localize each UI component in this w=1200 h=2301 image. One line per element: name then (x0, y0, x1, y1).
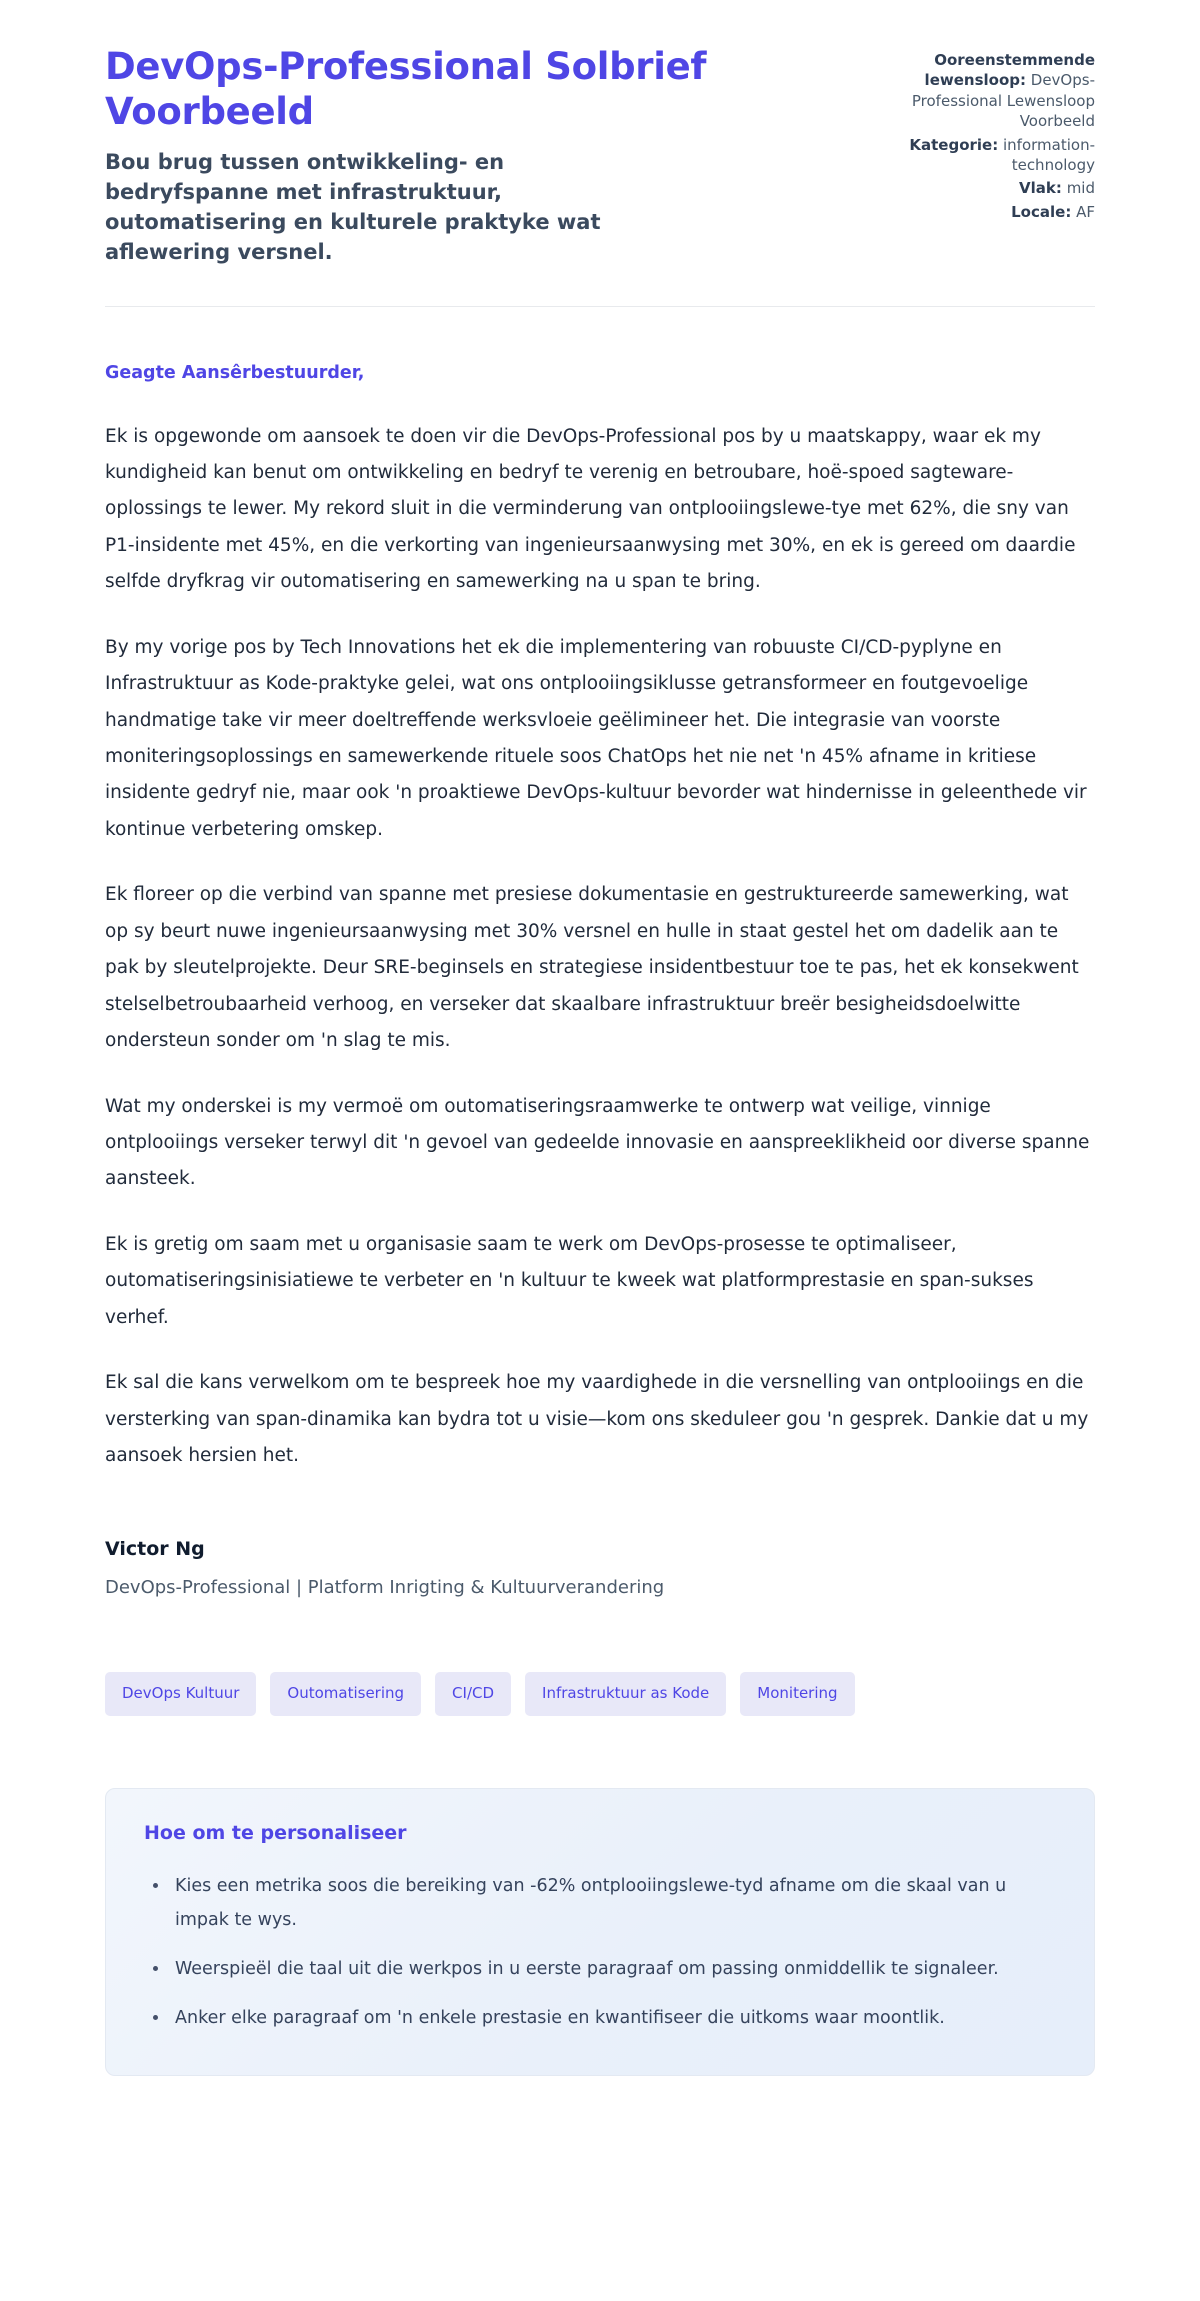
header-title-block (105, 44, 745, 268)
tag-chip-infrastruktuur-as-kode[interactable]: Infrastruktuur as Kode (525, 1672, 726, 1716)
meta-row-locale (890, 202, 1095, 222)
meta-value-level: mid (1066, 179, 1095, 198)
meta-row-category (890, 135, 1095, 176)
letter-paragraph: By my vorige pos by Tech Innovations het ek die implementering van robuuste CI/CD-pyplyne en Infrastruktuur as Kode-praktyke gelei, wat ons ontplooiingsiklusse getransformeer en foutgevoelige handmatige take vir meer doeltreffende werksvloeie geëlimineer het. Die integrasie van voorste moniteringsoplossings en samewerkende rituele soos ChatOps het nie net 'n 45% afname in kritiese insidente gedryf nie, maar ook 'n proaktiewe DevOps-kultuur bevorder wat hindernisse in geleenthede vir kontinue verbetering omskep. (105, 636, 1087, 840)
letter-paragraph: Ek floreer op die verbind van spanne met presiese dokumentasie en gestruktureerde samewerking, wat op sy beurt nuwe ingenieursaanwysing met 30% versnel en hulle in staat gestel het om dadelik aan te pak by sleutelprojekte. Deur SRE-beginsels en strategiese insidentbestuur toe te pas, het ek konsekwent stelselbetroubaarheid verhoog, en verseker dat skaalbare infrastruktuur breër besigheidsdoelwitte ondersteun sonder om 'n slag te mis. (105, 884, 1079, 1052)
personalization-tips-box (105, 1788, 1095, 2077)
signature-role: DevOps-Professional | Platform Inrigting & Kultuurverandering (105, 1577, 665, 1599)
meta-value-matching-resume: DevOps-Professional Lewensloop Voorbeeld (911, 71, 1095, 131)
meta-label-locale: Locale: (1011, 202, 1072, 221)
tag-chip-monitering[interactable]: Monitering (740, 1672, 854, 1716)
page-header (105, 44, 1095, 268)
meta-row-level (890, 178, 1095, 198)
page-title: DevOps-Professional Solbrief Voorbeeld (105, 45, 707, 134)
tips-list (144, 1869, 1056, 2036)
tips-item: • Kies een metrika soos die bereiking van -62% ontplooiingslewe-tyd afname om die skaal van u impak te wys. (170, 1869, 1056, 1937)
signature-name: Victor Ng (105, 1538, 205, 1561)
tips-item: • Weerspieël die taal uit die werkpos in u eerste paragraaf om passing onmiddellik te signaleer. (170, 1952, 1056, 1986)
tag-chip-outomatisering[interactable]: Outomatisering (270, 1672, 421, 1716)
tips-item: • Anker elke paragraaf om 'n enkele prestasie en kwantifiseer die uitkoms waar moontlik. (170, 2001, 1056, 2035)
meta-value-locale: AF (1076, 202, 1095, 221)
meta-block (890, 44, 1095, 225)
tag-list (105, 1672, 1095, 1716)
letter-greeting: Geagte Aansêrbestuurder, (105, 362, 365, 383)
tips-title: Hoe om te personaliseer (144, 1821, 407, 1844)
meta-value-category: information-technology (1003, 135, 1095, 174)
tag-chip-devops-kultuur[interactable]: DevOps Kultuur (105, 1672, 256, 1716)
letter-paragraph: Ek sal die kans verwelkom om te bespreek hoe my vaardighede in die versnelling van ontplooiings en die versterking van span-dinamika kan bydra tot u visie—kom ons skeduleer gou 'n gesprek. Dankie dat u my aansoek hersien het. (105, 1372, 1089, 1466)
page-subtitle: Bou brug tussen ontwikkeling- en bedryfspanne met infrastruktuur, outomatisering en kulturele praktyke wat aflewering versnel. (105, 150, 601, 264)
meta-label-category: Kategorie: (909, 135, 999, 154)
tag-chip-cicd[interactable]: CI/CD (435, 1672, 511, 1716)
letter-paragraph: Ek is gretig om saam met u organisasie saam te werk om DevOps-prosesse te optimaliseer, outomatiseringsinisiatiewe te verbeter en 'n kultuur te kweek wat platformprestasie en span-sukses verhef. (105, 1233, 1034, 1328)
letter-paragraph: Wat my onderskei is my vermoë om outomatiseringsraamwerke te ontwerp wat veilige, vinnige ontplooiings verseker terwyl dit 'n gevoel van gedeelde innovasie en aanspreeklikheid oor diverse spanne aansteek. (105, 1095, 1090, 1190)
meta-label-level: Vlak: (1019, 179, 1062, 198)
letter-body (105, 363, 1095, 1475)
cover-letter-page (105, 0, 1095, 2142)
meta-row-matching-resume (890, 50, 1095, 132)
signature-block (105, 1538, 1095, 1598)
meta-label-matching-resume: Ooreenstemmende lewensloop: (924, 51, 1095, 90)
letter-paragraph: Ek is opgewonde om aansoek te doen vir die DevOps-Professional pos by u maatskappy, waar ek my kundigheid kan benut om ontwikkeling en bedryf te verenig en betroubare, hoë-spoed sagteware-oplossings te lewer. My rekord sluit in die verminderung van ontplooiingslewe-tye met 62%, die sny van P1-insidente met 45%, en die verkorting van ingenieursaanwysing met 30%, en ek is gereed om daardie selfde dryfkrag vir outomatisering en samewerking na u span te bring. (105, 425, 1076, 593)
header-divider (105, 306, 1095, 307)
